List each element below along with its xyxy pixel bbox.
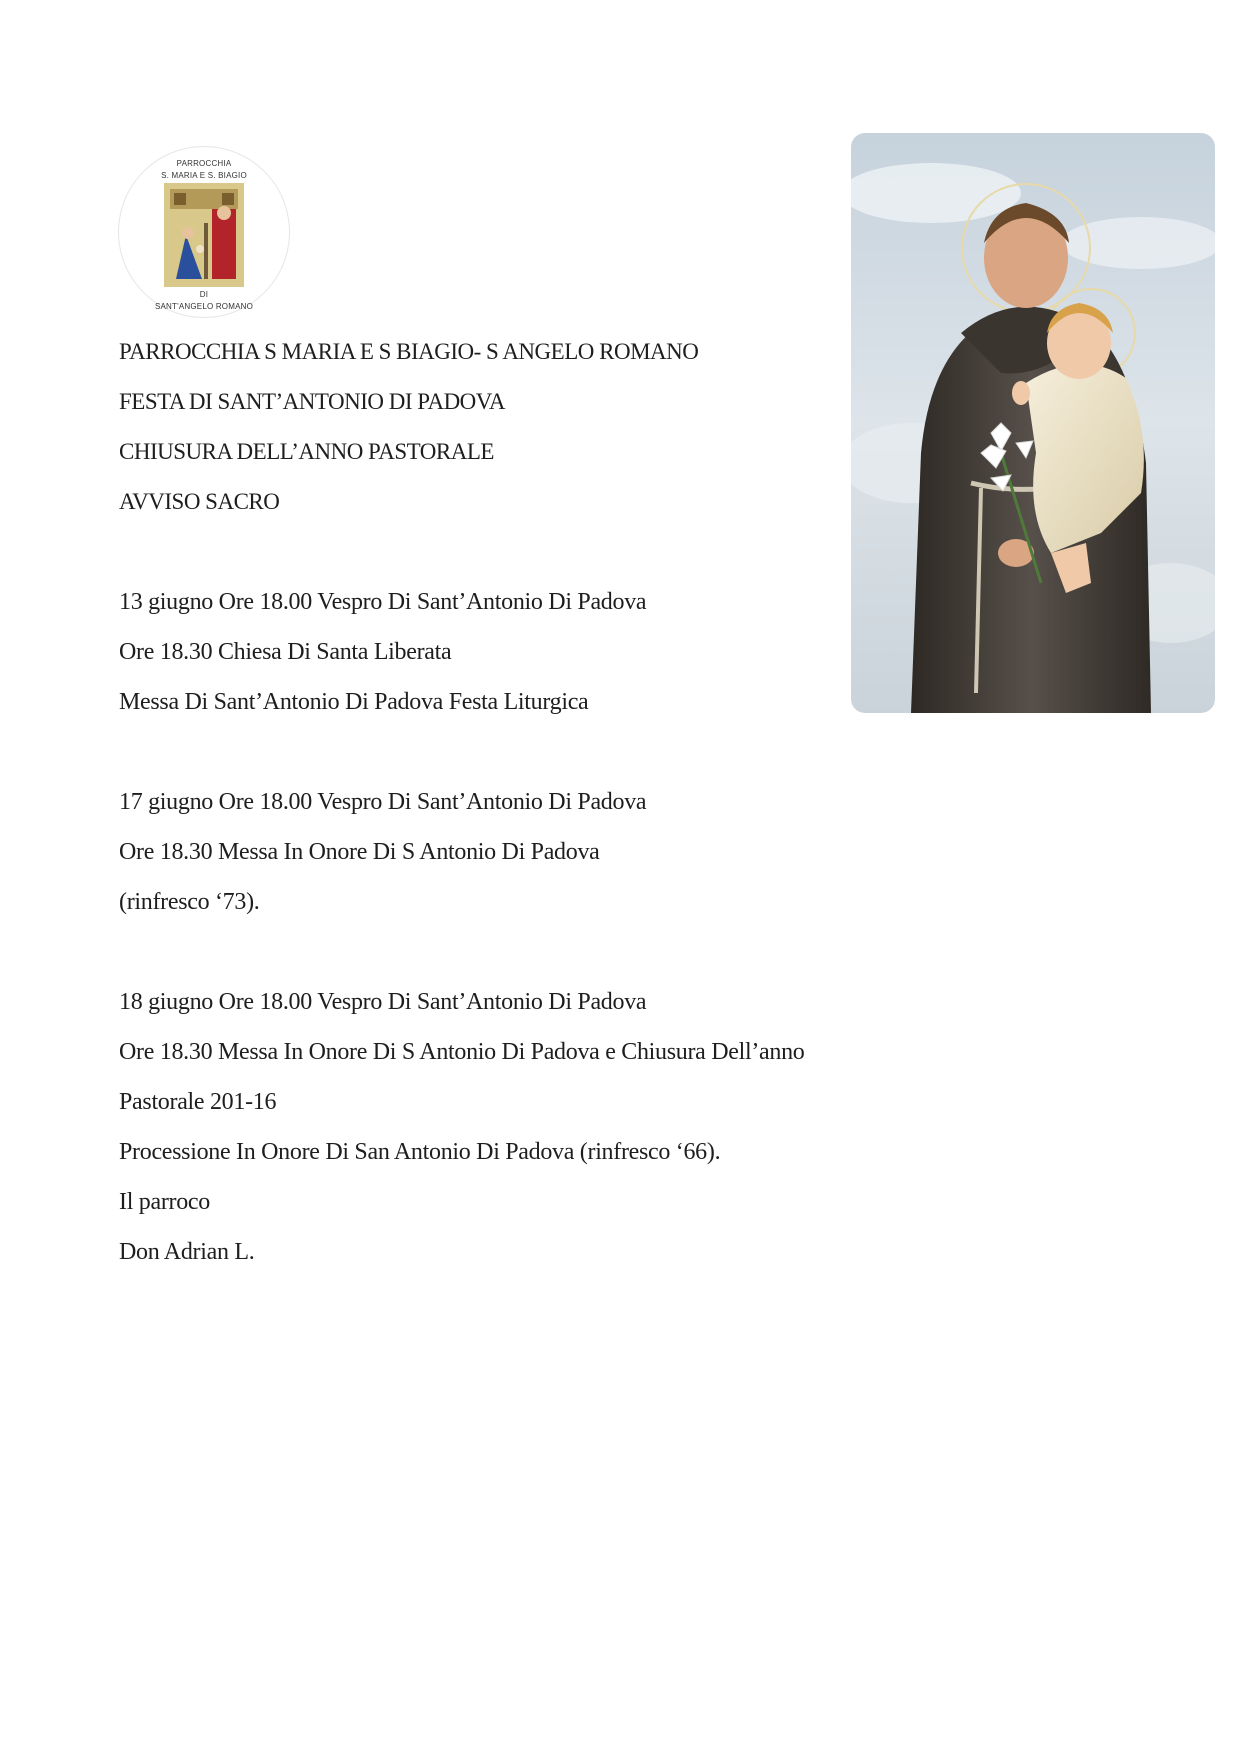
event-13-line-3: Messa Di Sant’Antonio Di Padova Festa Liturgica xyxy=(119,689,589,715)
spacer xyxy=(119,527,839,577)
signature-title: Il parroco xyxy=(119,1189,210,1215)
signature-name: Don Adrian L. xyxy=(119,1239,255,1265)
parish-seal-icon xyxy=(164,183,244,287)
event-18-line-4: Processione In Onore Di San Antonio Di Padova (rinfresco ‘66). xyxy=(119,1139,721,1165)
logo-text-bottom1: DI xyxy=(199,290,209,299)
saint-anthony-with-child-picture xyxy=(851,133,1215,713)
header-notice: AVVISO SACRO xyxy=(119,489,280,514)
header-feast: FESTA DI SANT’ANTONIO DI PADOVA xyxy=(119,389,506,414)
spacer xyxy=(119,927,839,977)
event-18-line-2: Ore 18.30 Messa In Onore Di S Antonio Di Padova e Chiusura Dell’anno xyxy=(119,1039,805,1065)
spacer xyxy=(119,727,839,777)
logo-text-bottom2: SANT'ANGELO ROMANO xyxy=(154,302,254,311)
event-18-line-3: Pastorale 201-16 xyxy=(119,1089,277,1115)
header-parish: PARROCCHIA S MARIA E S BIAGIO- S ANGELO ROMANO xyxy=(119,339,699,364)
parish-logo xyxy=(118,146,290,318)
event-13-line-1: 13 giugno Ore 18.00 Vespro Di Sant’Antonio Di Padova xyxy=(119,589,647,615)
logo-text-top2: S. MARIA E S. BIAGIO xyxy=(161,171,247,180)
header-closing: CHIUSURA DELL’ANNO PASTORALE xyxy=(119,439,494,464)
event-17-line-3: (rinfresco ‘73). xyxy=(119,889,260,915)
notice-text xyxy=(119,327,839,1277)
event-13-line-2: Ore 18.30 Chiesa Di Santa Liberata xyxy=(119,639,452,665)
event-17-line-1: 17 giugno Ore 18.00 Vespro Di Sant’Antonio Di Padova xyxy=(119,789,647,815)
logo-text-top: PARROCCHIA xyxy=(176,159,232,168)
event-18-line-1: 18 giugno Ore 18.00 Vespro Di Sant’Antonio Di Padova xyxy=(119,989,647,1015)
saint-anthony-picture xyxy=(851,133,1215,713)
event-17-line-2: Ore 18.30 Messa In Onore Di S Antonio Di Padova xyxy=(119,839,600,865)
